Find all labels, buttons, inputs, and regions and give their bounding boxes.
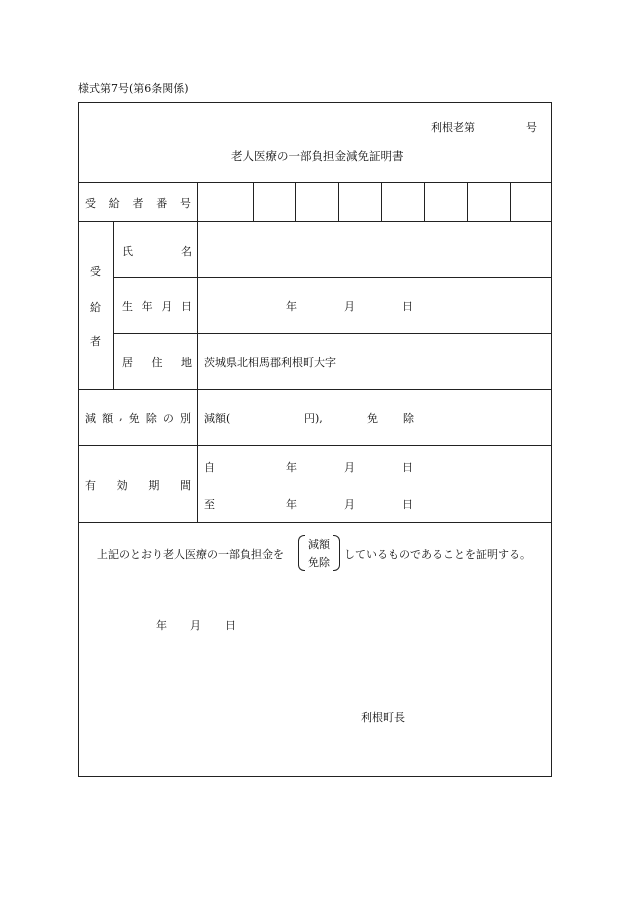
option-bracket-left (298, 535, 305, 571)
address-value: 茨城県北相馬郡利根町大字 (204, 356, 336, 369)
divider (197, 182, 198, 522)
divider (79, 389, 551, 390)
name-label: 氏 名 (122, 245, 192, 258)
certification-text-after: しているものであることを証明する。 (344, 548, 531, 561)
recipient-number-label: 受 給 者 番 号 (85, 197, 191, 210)
option-reduction: 減額 (308, 538, 330, 551)
dob-month: 月 (344, 300, 355, 313)
number-box-divider (253, 182, 254, 221)
validity-to-day: 日 (402, 498, 413, 511)
dob-day: 日 (402, 300, 413, 313)
document-number-prefix: 利根老第 (431, 121, 475, 134)
option-exemption: 免除 (308, 556, 330, 569)
issuer-title: 利根町長 (361, 711, 405, 724)
divider (113, 333, 551, 334)
dob-label: 生 年 月 日 (122, 300, 192, 313)
exemption-text-2: 除 (403, 412, 414, 425)
reduction-exemption-label: 減 額 , 免 除 の 別 (85, 410, 191, 425)
certification-date-month: 月 (190, 619, 201, 632)
recipient-group-label-1: 受 (90, 265, 101, 278)
number-box-divider (510, 182, 511, 221)
number-box-divider (381, 182, 382, 221)
divider (113, 277, 551, 278)
form-number-label: 様式第7号(第6条関係) (78, 82, 189, 95)
number-box-divider (467, 182, 468, 221)
divider (79, 221, 551, 222)
validity-from-year: 年 (286, 461, 297, 474)
dob-year: 年 (286, 300, 297, 313)
divider (79, 182, 551, 183)
divider (79, 522, 551, 523)
option-bracket-right (333, 535, 340, 571)
certification-text-before: 上記のとおり老人医療の一部負担金を (97, 548, 284, 561)
validity-to-year: 年 (286, 498, 297, 511)
yen-text: 円), (304, 412, 323, 425)
document-title: 老人医療の一部負担金減免証明書 (231, 149, 404, 163)
certification-date-day: 日 (225, 619, 236, 632)
validity-from-month: 月 (344, 461, 355, 474)
number-box-divider (338, 182, 339, 221)
divider (79, 445, 551, 446)
certification-date-year: 年 (156, 619, 167, 632)
document-number-suffix: 号 (526, 121, 537, 134)
validity-label: 有 効 期 間 (85, 479, 191, 492)
divider (113, 221, 114, 389)
validity-from-day: 日 (402, 461, 413, 474)
number-box-divider (424, 182, 425, 221)
certificate-form (78, 102, 552, 777)
validity-to: 至 (204, 498, 215, 511)
recipient-group-label-2: 給 (90, 301, 101, 314)
recipient-group-label-3: 者 (90, 335, 101, 348)
validity-to-month: 月 (344, 498, 355, 511)
exemption-text-1: 免 (367, 412, 378, 425)
reduction-text: 減額( (204, 412, 231, 425)
address-label: 居 住 地 (122, 356, 192, 369)
validity-from: 自 (204, 461, 215, 474)
number-box-divider (295, 182, 296, 221)
